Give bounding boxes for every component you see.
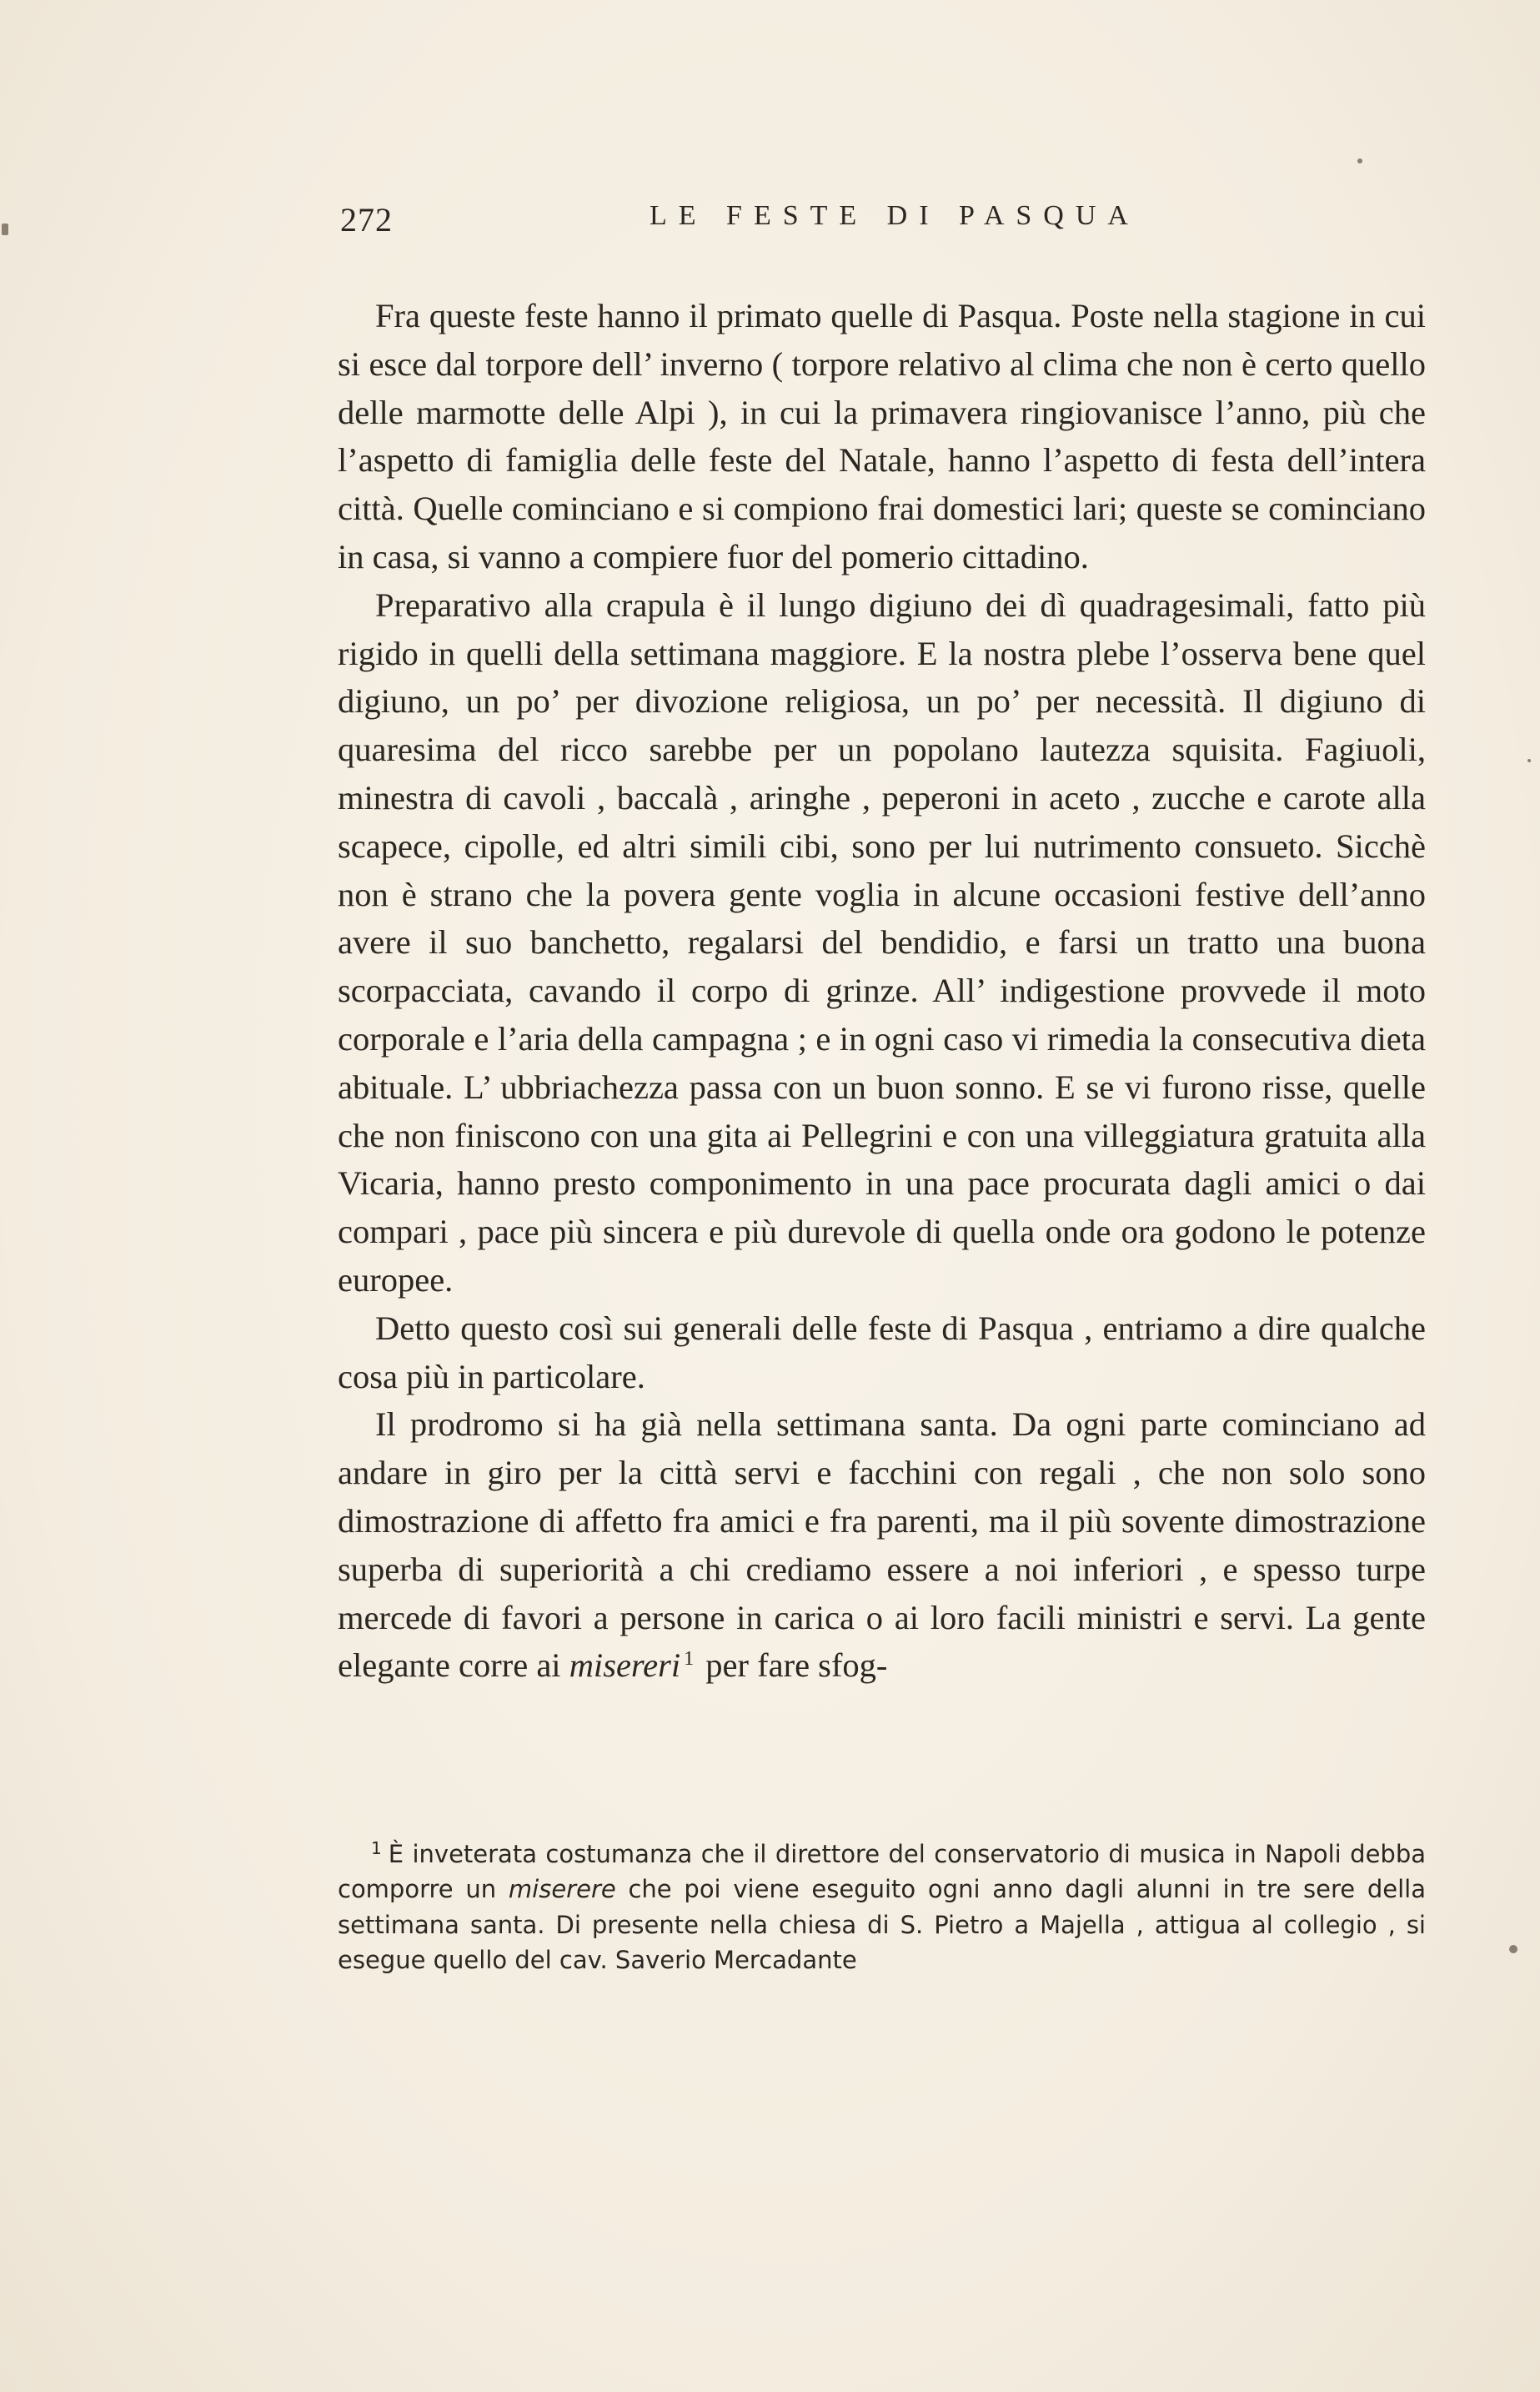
footnote-text: che poi viene eseguito ogni anno dagli alunni in tre sere della settimana santa. Di presente nella chiesa di S. Pietro a Majella , attigua al collegio , si esegue quello del cav. Saverio Mercadante <box>338 1875 1427 1974</box>
paragraph: Preparativo alla crapula è il lungo digiuno dei dì quadragesimali, fatto più rigido in quelli della settimana maggiore. E la nostra plebe l’osserva bene quel digiuno, un po’ per divozione religiosa, un po’ per necessità. Il digiuno di quaresima del ricco sarebbe per un popolano lautezza squisita. Fagiuoli, minestra di cavoli , baccalà , aringhe , peperoni in aceto , zucche e carote alla scapece, cipolle, ed altri simili cibi, sono per lui nutrimento consueto. Sicchè non è strano che la povera gente voglia in alcune occasioni festive dell’anno avere il suo banchetto, regalarsi del bendidio, e farsi un tratto una buona scorpacciata, cavando il corpo di grinze. All’ indigestione provvede il moto corporale e l’aria della campagna ; e in ogni caso vi rimedia la consecutiva dieta abituale. L’ ubbriachezza passa con un buon sonno. E se vi furono risse, quelle che non finiscono con una gita ai Pellegrini e con una villeggiatura gratuita alla Vicaria, hanno presto componimento in una pace procurata dagli amici o dai compari , pace più sincera e più durevole di quella onde ora godono le potenze europee. <box>338 585 1426 1299</box>
italic-term: miserere <box>508 1875 616 1904</box>
page-blemish <box>1527 759 1531 762</box>
body-text <box>338 292 1426 1690</box>
page-number: 272 <box>340 201 393 239</box>
page-blemish <box>2 224 8 235</box>
paragraph: Fra queste feste hanno il primato quelle di Pasqua. Poste nella stagione in cui si esce dal torpore dell’ inverno ( torpore relativo al clima che non è certo quello delle marmotte delle Alpi ), in cui la primavera ringiovanisce l’anno, più che l’aspetto di famiglia delle feste del Natale, hanno l’aspetto di festa dell’intera città. Quelle cominciano e si compiono frai domestici lari; queste se cominciano in casa, si vanno a compiere fuor del pomerio cittadino. <box>338 297 1426 575</box>
footnote <box>338 1837 1426 1977</box>
paragraph: Detto questo così sui generali delle feste di Pasqua , entriamo a dire qualche cosa più in particolare. <box>338 1309 1426 1395</box>
footnotes <box>338 1837 1426 1977</box>
italic-term: misereri <box>569 1646 681 1685</box>
page-blemish <box>1357 158 1362 163</box>
footnote-mark: 1 <box>371 1838 382 1858</box>
running-title: LE FESTE DI PASQUA <box>650 200 1140 231</box>
footnote-reference[interactable]: 1 <box>684 1648 695 1671</box>
page-header <box>340 200 1449 250</box>
paragraph-text: per fare sfog- <box>697 1646 888 1685</box>
paragraph-text: Il prodromo si ha già nella settimana santa. Da ogni parte cominciano ad andare in giro per la città servi e facchini con regali , che non solo sono dimostrazione di affetto fra amici e fra parenti, ma il più sovente dimostrazione superba di superiorità a chi crediamo essere a noi inferiori , e spesso turpe mercede di favori a persone in carica o ai loro facili ministri e servi. La gente elegante corre ai <box>338 1405 1426 1685</box>
paragraph <box>338 1400 1426 1690</box>
page-blemish <box>1509 1945 1517 1953</box>
footnote-text: È inveterata costumanza che il direttore del conservatorio di musica in Napoli debba comporre un <box>338 1840 1426 1904</box>
